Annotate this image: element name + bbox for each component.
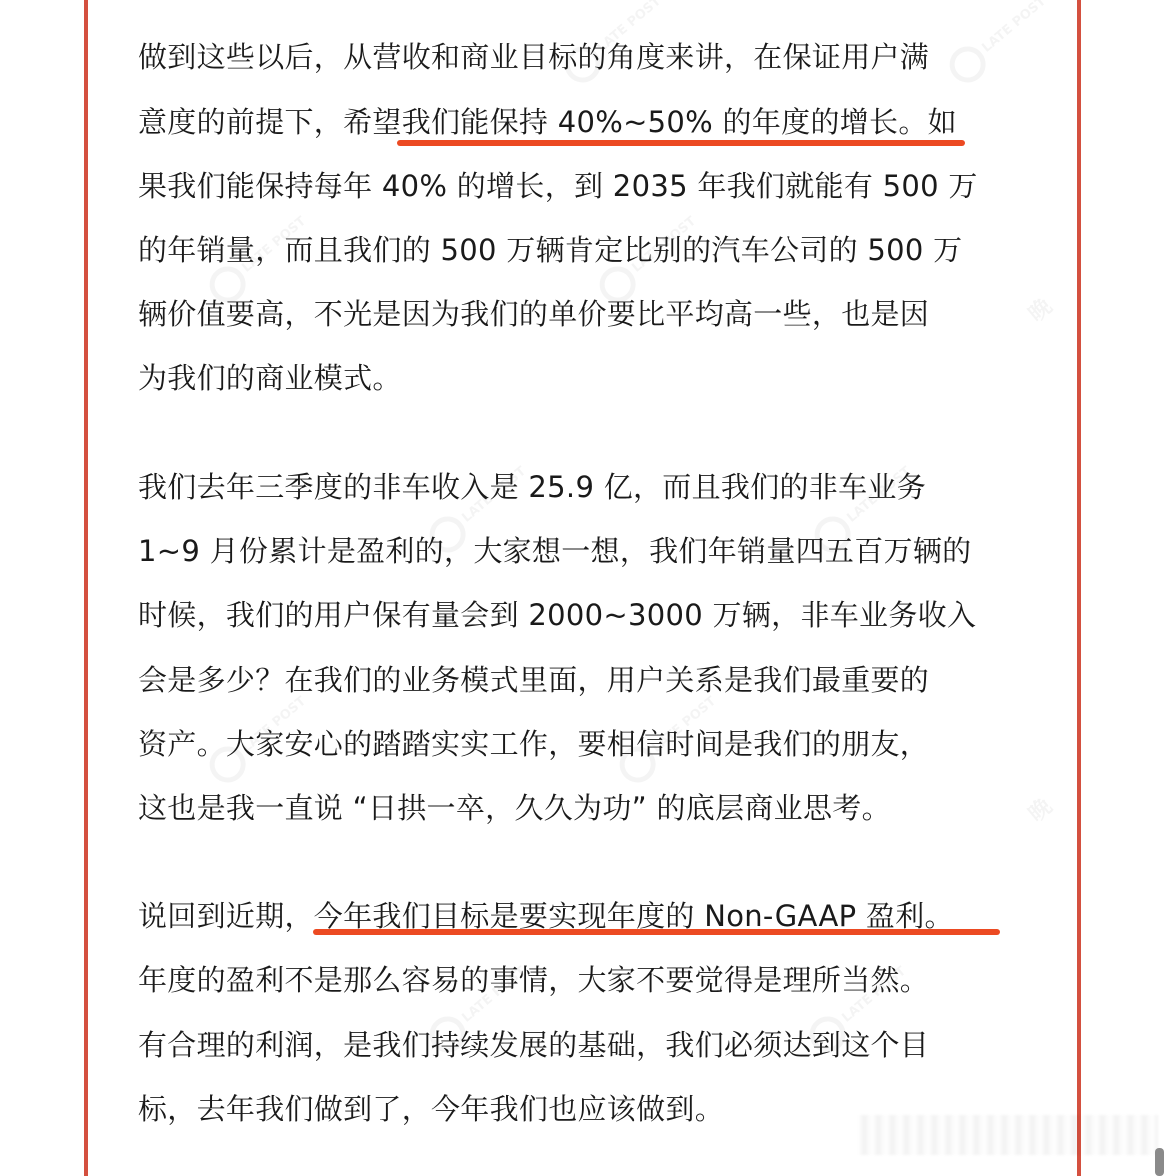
text-line: 辆价值要高，不光是因为我们的单价要比平均高一些，也是因 [138, 297, 930, 331]
text-line: 意度的前提下，希望我们能保持 40%~50% 的年度的增长。如 [138, 105, 957, 139]
scrollbar-thumb[interactable] [1155, 1148, 1164, 1176]
text-line: 1~9 月份累计是盈利的，大家想一想，我们年销量四五百万辆的 [138, 534, 972, 568]
text-line: 会是多少？在我们的业务模式里面，用户关系是我们最重要的 [138, 663, 930, 697]
text-line: 有合理的利润，是我们持续发展的基础，我们必须达到这个目 [138, 1028, 930, 1062]
text-line: 做到这些以后，从营收和商业目标的角度来讲，在保证用户满 [138, 40, 930, 74]
text-line: 年度的盈利不是那么容易的事情，大家不要觉得是理所当然。 [138, 963, 930, 997]
text-line: 资产。大家安心的踏踏实实工作，要相信时间是我们的朋友， [138, 727, 930, 761]
text-line: 标，去年我们做到了，今年我们也应该做到。 [138, 1092, 725, 1126]
text-line: 说回到近期，今年我们目标是要实现年度的 Non-GAAP 盈利。 [138, 899, 954, 933]
text-line: 我们去年三季度的非车收入是 25.9 亿，而且我们的非车业务 [138, 470, 927, 504]
text-line: 果我们能保持每年 40% 的增长，到 2035 年我们就能有 500 万 [138, 169, 978, 203]
text-line: 时候，我们的用户保有量会到 2000~3000 万辆，非车业务收入 [138, 598, 977, 632]
text-line: 的年销量，而且我们的 500 万辆肯定比别的汽车公司的 500 万 [138, 233, 963, 267]
text-line: 为我们的商业模式。 [138, 361, 402, 395]
blurred-watermark-band [858, 1115, 1158, 1155]
text-line: 这也是我一直说 “日拱一卒，久久为功” 的底层商业思考。 [138, 791, 891, 825]
